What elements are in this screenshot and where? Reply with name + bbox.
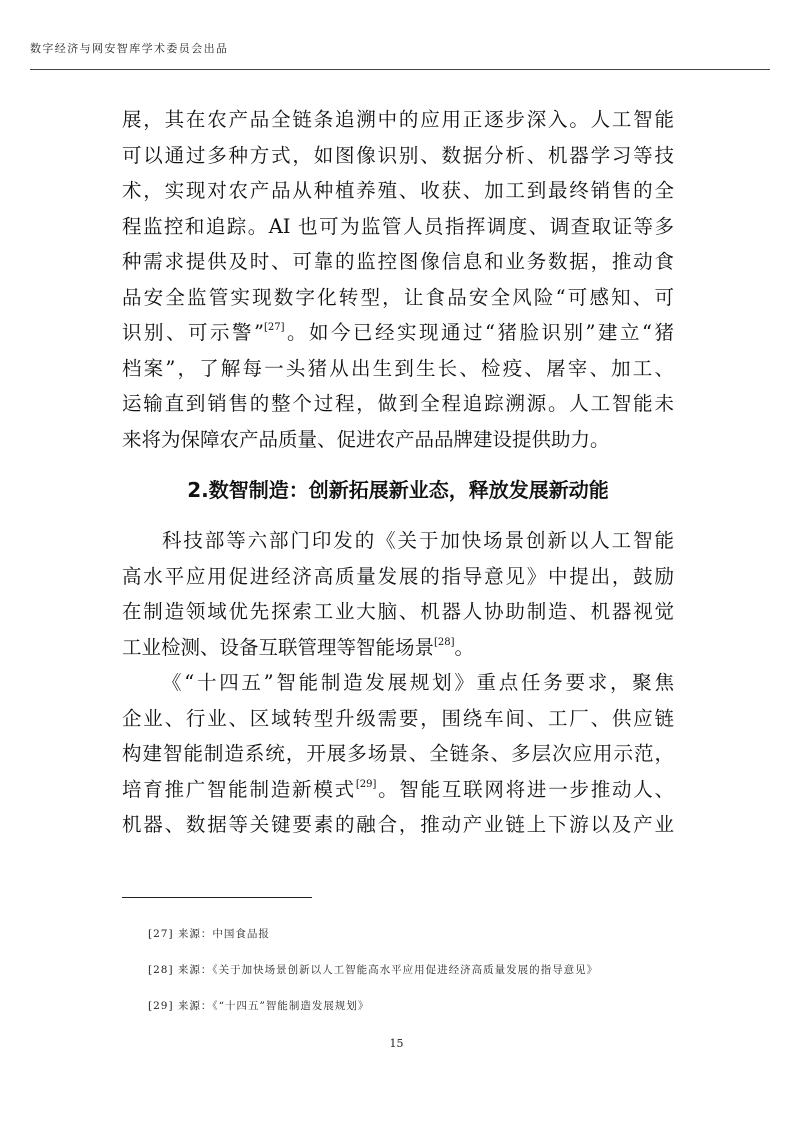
text-line: 档案”，了解每一头猪从出生到生长、检疫、屠宰、加工、 — [122, 356, 674, 380]
text-line — [122, 772, 674, 808]
footnote-ref-28[interactable]: [28] — [434, 636, 455, 648]
paragraph-agriculture-ai — [122, 102, 674, 457]
footnote-divider — [122, 897, 312, 898]
footnote-ref-27[interactable]: [27] — [263, 322, 285, 333]
text-span: 。如今已经实现通过“猪脸识别”建立“猪 — [284, 321, 674, 344]
footnote-28: [28] 来源：《关于加快场景创新以人工智能高水平应用促进经济高质量发展的指导意见》 — [148, 964, 599, 976]
text-line: 科技部等六部门印发的《关于加快场景创新以人工智能 — [162, 529, 674, 552]
header-divider — [30, 69, 770, 70]
text-line: 机器、数据等关键要素的融合，推动产业链上下游以及产业 — [122, 813, 674, 836]
text-line: 在制造领域优先探索工业大脑、机器人协助制造、机器视觉 — [122, 600, 674, 623]
text-span: 培育推广智能制造新模式 — [122, 777, 356, 801]
text-line: 程监控和追踪。AI 也可为监管人员指挥调度、调查取证等多 — [122, 214, 674, 238]
text-line: 术，实现对农产品从种植养殖、收获、加工到最终销售的全 — [122, 179, 674, 202]
text-line: 种需求提供及时、可靠的监控图像信息和业务数据，推动食 — [122, 250, 674, 273]
text-line: 运输直到销售的整个过程，做到全程追踪溯源。人工智能未 — [122, 392, 674, 415]
paragraph-ai-guidance — [122, 523, 674, 665]
text-span: 识别、可示警” — [122, 321, 264, 344]
footnotes — [148, 924, 598, 1032]
footnote-29: [29] 来源：《“十四五”智能制造发展规划》 — [148, 1000, 370, 1012]
main-text — [122, 102, 674, 843]
text-line: 构建智能制造系统，开展多场景、全链条、多层次应用示范， — [122, 742, 674, 765]
text-line: 企业、行业、区域转型升级需要，围绕车间、工厂、供应链 — [122, 706, 674, 730]
text-span: 。 — [454, 635, 475, 659]
text-span: 。智能互联网将进一步推动人、 — [376, 777, 674, 801]
text-line: 《“十四五”智能制造发展规划》重点任务要求，聚焦 — [162, 671, 674, 694]
text-line: 来将为保障农产品质量、促进农产品品牌建设提供助力。 — [122, 427, 610, 451]
section-heading: 2.数智制造：创新拓展新业态，释放发展新动能 — [187, 478, 609, 502]
text-line — [122, 630, 674, 666]
footnote-27: [27] 来源：中国食品报 — [148, 928, 270, 940]
text-line — [122, 315, 674, 351]
text-line: 展，其在农产品全链条追溯中的应用正逐步深入。人工智能 — [122, 108, 674, 131]
text-line: 品安全监管实现数字化转型，让食品安全风险“可感知、可 — [122, 285, 674, 309]
text-line: 可以通过多种方式，如图像识别、数据分析、机器学习等技 — [122, 143, 674, 167]
text-span: 工业检测、设备互联管理等智能场景 — [122, 635, 435, 659]
running-header: 数字经济与网安智库学术委员会出品 — [30, 42, 229, 55]
text-line: 高水平应用促进经济高质量发展的指导意见》中提出，鼓励 — [122, 564, 674, 588]
footnote-ref-29[interactable]: [29] — [355, 778, 377, 790]
page-number: 15 — [389, 1037, 404, 1050]
paragraph-smart-manufacturing — [122, 665, 674, 843]
